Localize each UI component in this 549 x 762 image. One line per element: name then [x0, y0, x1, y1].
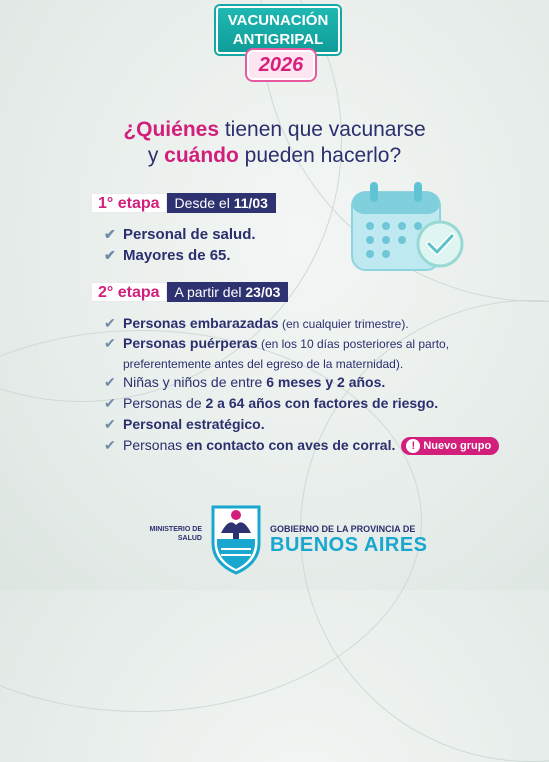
checkmark-icon: ✔	[104, 437, 116, 453]
stage-date-value: 23/03	[245, 284, 281, 300]
stage-2-label: 2° etapa	[91, 282, 167, 302]
stage-date-prefix: A partir del	[174, 284, 246, 300]
ministry-logo-text	[142, 525, 202, 543]
list-item-note: (en cualquier trimestre).	[278, 317, 409, 331]
stage-2-list	[104, 313, 499, 456]
question-text: tienen que vacunarse	[219, 118, 426, 141]
list-item-text: Mayores de 65.	[123, 247, 231, 264]
checkmark-icon: ✔	[104, 335, 116, 351]
province-name: BUENOS AIRES	[270, 534, 428, 556]
new-group-label: Nuevo grupo	[423, 440, 492, 453]
campaign-title	[216, 6, 340, 54]
list-item-bold: 6 meses y 2 años.	[266, 374, 386, 390]
question-text: y	[147, 144, 165, 167]
ministry-line-2: SALUD	[177, 535, 202, 542]
list-item	[104, 245, 256, 266]
stage-date-prefix: Desde el	[174, 195, 234, 211]
ministry-line-1: MINISTERIO DE	[149, 526, 202, 533]
checkmark-icon: ✔	[104, 374, 116, 390]
checkmark-icon: ✔	[104, 247, 116, 263]
list-item-text: Personal de salud.	[123, 226, 256, 243]
stage-2-header	[91, 282, 288, 302]
calendar-check-icon	[348, 178, 468, 278]
list-item-note: (en los 10 días posteriores al parto, preferentemente antes del egreso de la maternidad).	[123, 337, 450, 371]
list-item	[104, 372, 499, 393]
question-text: pueden hacerlo?	[238, 144, 402, 167]
stage-1-header	[91, 193, 276, 213]
question-line-1	[0, 118, 549, 142]
list-item-text: Personas de	[123, 395, 206, 411]
government-line: GOBIERNO DE LA PROVINCIA DE	[270, 524, 416, 534]
list-item	[104, 313, 499, 334]
title-line-1: VACUNACIÓN	[227, 12, 329, 29]
question-line-2	[0, 144, 549, 168]
title-line-2: ANTIGRIPAL	[232, 31, 324, 48]
stage-1-label: 1° etapa	[91, 193, 167, 213]
list-item	[104, 224, 256, 245]
checkmark-icon: ✔	[104, 226, 116, 242]
stage-1-list	[104, 224, 256, 266]
checkmark-icon: ✔	[104, 395, 116, 411]
checkmark-icon: ✔	[104, 416, 116, 432]
exclamation-icon: !	[406, 439, 420, 453]
province-shield-icon	[207, 503, 265, 575]
list-item-bold: Personas puérperas	[123, 335, 258, 351]
list-item	[104, 435, 499, 456]
list-item-bold: 2 a 64 años con factores de riesgo.	[205, 395, 439, 411]
stage-date-value: 11/03	[233, 195, 268, 211]
list-item-bold: Personal estratégico.	[123, 416, 265, 432]
checkmark-icon: ✔	[104, 315, 116, 331]
year-badge: 2026	[247, 50, 315, 80]
list-item-bold: en contacto con aves de corral.	[186, 437, 396, 453]
list-item-bold: Personas embarazadas	[123, 315, 279, 331]
new-group-badge	[401, 437, 499, 455]
list-item	[104, 334, 463, 372]
question-highlight-who: ¿Quiénes	[123, 118, 220, 141]
question-highlight-when: cuándo	[164, 144, 239, 167]
list-item	[104, 393, 499, 414]
list-item	[104, 414, 499, 435]
list-item-text: Niñas y niños de entre	[123, 374, 267, 390]
stage-1-date	[167, 193, 276, 213]
list-item-text: Personas	[123, 437, 187, 453]
stage-2-date	[167, 282, 289, 302]
